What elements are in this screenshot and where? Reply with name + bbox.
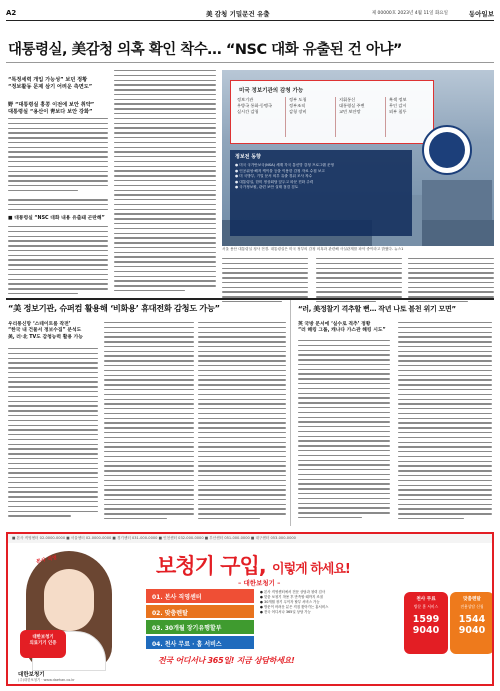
- caption-line: ● 대통령실, 한미 정상회담 앞두고 파문 진화 주력: [235, 179, 314, 184]
- subhead-3: ■ 대통령실 “NSC 대화 내용 유출돼 곤란해”: [8, 216, 105, 221]
- call-number-part: 1544: [458, 614, 486, 625]
- info-cell: 흑색 정보: [389, 97, 407, 102]
- badge-line: 의료기기 인증: [29, 641, 57, 646]
- call-number-part: 1599: [412, 614, 440, 625]
- subhead-line: “정보활동 문제 삼기 어려운 측면도”: [8, 84, 93, 91]
- ad-list-line: ● 전국 어디서나 365일 상담 가능: [260, 610, 311, 614]
- hearing-aid-advertisement[interactable]: [6, 532, 494, 686]
- ad-badge: [20, 630, 66, 658]
- ad-list-line: ● 본사 직영센터에서 전문 상담과 청력 검사: [260, 590, 326, 594]
- info-column: [339, 97, 385, 115]
- call-sublabel: 전용상담 신청: [460, 604, 484, 609]
- info-cell: 감청 장비: [289, 109, 307, 114]
- ad-headline-tail: 이렇게 하세요!: [272, 562, 350, 577]
- article-column-1b: [8, 226, 108, 298]
- ad-brand-logo: 대한보청기: [18, 672, 45, 678]
- call-sublabel: 방문 홈 서비스: [413, 604, 439, 609]
- caption-title: 정보전 동향: [235, 154, 261, 160]
- middle-subhead-right: [298, 322, 408, 335]
- subhead-line: 野 “대통령실 홍콩 이전에 보안 취약”: [8, 102, 95, 108]
- ad-brand-sub: (주)대한보청기 · www.daehan.co.kr: [18, 678, 75, 682]
- ad-headline: [156, 550, 350, 580]
- middle-column-4: [298, 340, 390, 522]
- subhead-line: “한국 내 건물서 정보수집” 분석도: [8, 328, 82, 334]
- info-column: [289, 97, 335, 115]
- photo-caption: 서울 용산 대통령실 청사 전경. 대통령실은 미국 정부의 감청 의혹과 관련해 사실관계를 파악 중이라고 밝혔다. 뉴스1: [222, 247, 404, 251]
- subhead-line: “특정세력 개입 가능성” 보던 정황: [8, 77, 88, 83]
- page-number: A2: [6, 9, 17, 17]
- call-button-rental[interactable]: [450, 592, 494, 654]
- middle-headline-left: “美 정보기관, 슈퍼컴 활용해 ‘비화용’ 휴대전화 감청도 가능”: [8, 303, 220, 313]
- info-cell: 교민 보안망: [339, 109, 361, 114]
- call-number: [450, 614, 494, 636]
- info-caption-box: [230, 150, 412, 236]
- ad-tag: 본사 직영: [35, 554, 58, 566]
- section-divider: [6, 298, 494, 300]
- subhead-line: 美, 러·北 TV도 감청능력 활용 가능: [8, 334, 83, 340]
- call-number-part: 9040: [412, 625, 440, 636]
- caption-line: ● 국가정보원, 관련 보안 실태 점검 검토: [235, 185, 299, 190]
- call-button-home-service[interactable]: [404, 592, 448, 654]
- info-column: [237, 97, 283, 115]
- ad-menu-item[interactable]: 01. 본사 직영센터: [146, 589, 254, 603]
- ad-service-list: [260, 590, 400, 615]
- emblem-icon: [422, 125, 472, 175]
- ad-menu-item[interactable]: 03. 30개월 장기유행할부: [146, 620, 254, 634]
- subhead-line: 우리통신망 ‘스테이트룸 작전’: [8, 322, 71, 327]
- info-column: [389, 97, 435, 115]
- column-divider: [290, 300, 291, 526]
- ad-headline-main: 보청기 구입,: [156, 554, 266, 578]
- divider: [6, 62, 494, 63]
- middle-column-5: [398, 322, 492, 523]
- subhead-line: 대통령실 “용산이 靑보다 보안 강화”: [8, 109, 93, 116]
- call-label: 천사 무료: [416, 597, 436, 602]
- ad-branch-strip: ■ 본사 직영센터 02-0000-0000 ■ 서울센터 02-0000-0000 ■ 경기센터 031-000-0000 ■ 인천센터 032-000-0000 ■ 부산센터 051-000-0000 ■ 대구센터 053-000-0000: [8, 534, 492, 543]
- middle-subhead-left: [8, 322, 98, 341]
- caption-line: ● 인공위성·해저 케이블 등을 이용한 감청 자료 수집 보고: [235, 168, 325, 173]
- ad-service-menu: [146, 589, 254, 651]
- call-label: 맞춤렌탈: [463, 597, 481, 602]
- subhead-2: [8, 102, 108, 116]
- ad-subline: – 대한보청기 –: [238, 579, 281, 587]
- main-headline: 대통령실, 美감청 의혹 확인 착수… “NSC 대화 유출된 건 아냐”: [8, 42, 402, 58]
- middle-column-3: [198, 322, 286, 523]
- article-column-2: [114, 70, 216, 295]
- info-box: [230, 80, 434, 144]
- ad-menu-item[interactable]: 04. 천사 무료 · 홈 서비스: [146, 636, 254, 650]
- subhead-line: 英 국방 문서에 ‘실수로 격추’ 정황: [298, 322, 371, 327]
- issue-date: 제 00000호 2023년 4월 11일 화요일: [371, 11, 448, 16]
- ad-menu-item[interactable]: 02. 맞춤렌탈: [146, 605, 254, 619]
- info-cell: 정보기관: [237, 97, 254, 102]
- call-number: [404, 614, 448, 636]
- ad-list-line: ● 방문이 어려운 분은 직접 찾아가는 홈서비스: [260, 605, 329, 609]
- caption-line: ● 미국 국가안보국(NSA) 세계 각국 통신망 감청 프로그램 운영: [235, 163, 334, 167]
- info-title: 미국 정보기관의 감청 가능: [239, 88, 304, 94]
- info-cell: 실시간 감청: [237, 109, 259, 114]
- middle-column-1: [8, 348, 98, 520]
- article-column-1: [8, 118, 108, 213]
- ad-slogan: 전국 어디서나 365일! 지금 상담하세요!: [158, 656, 295, 665]
- subhead-line: “러 해킹 그룹, 캐나다 가스관 해킹 시도”: [298, 328, 386, 334]
- call-number-part: 9040: [458, 625, 486, 636]
- info-cell: 우방국 통화·동맹국: [237, 103, 273, 108]
- subhead-1: [8, 77, 108, 91]
- ad-list-line: ● 맞춤 보청기 착용 후 만족할 때까지 조절: [260, 595, 323, 599]
- info-cell: 정부조직: [289, 103, 306, 108]
- info-cell: 지휘통신: [339, 97, 356, 102]
- info-cell: 외부 침투: [389, 109, 407, 114]
- infographic: [222, 70, 494, 246]
- newspaper-logo: 동아일보: [468, 10, 494, 18]
- section-title: 美 감청 기밀문건 유출: [206, 10, 270, 18]
- ad-list-line: ● 30개월 장기 무이자 할부 서비스 가능: [260, 600, 320, 604]
- page-header: [6, 7, 494, 21]
- info-cell: 무인 감시: [389, 103, 407, 108]
- caption-line: ● 미 국방부, 기밀 문서 외부 유출 경위 조사 착수: [235, 174, 313, 179]
- middle-column-2: [104, 322, 194, 523]
- middle-headline-right: “러, 美정찰기 격추할 뻔… 작년 나토 블천 위기 모면”: [298, 305, 456, 313]
- info-cell: 정부 도청: [289, 97, 307, 102]
- info-cell: 대통령실 주변: [339, 103, 365, 108]
- badge-line: 대한보청기: [32, 635, 54, 640]
